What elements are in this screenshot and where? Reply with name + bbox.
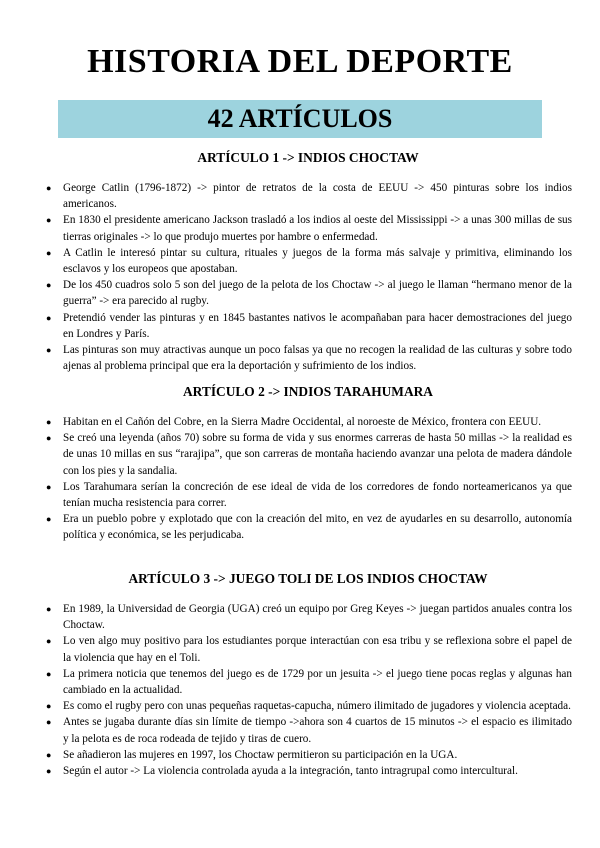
- bullet-icon: ●: [46, 481, 52, 492]
- list-item: ● Según el autor -> La violencia controlada ayuda a la integración, tanto intragrupal como intercultural.: [44, 763, 572, 779]
- bullet-icon: ●: [46, 636, 52, 647]
- article-2-list: [44, 414, 572, 544]
- bullet-icon: ●: [46, 717, 52, 728]
- bullet-icon: ●: [46, 604, 52, 614]
- list-item: ● La primera noticia que tenemos del juego es de 1729 por un jesuita -> el juego tiene pocas reglas y algunas han cambiado en la actualidad.: [46, 667, 572, 697]
- bullet-icon: ●: [46, 312, 52, 323]
- list-item: ● A Catlin le interesó pintar su cultura, rituales y juegos de la forma más salvaje y primitiva, eliminando los esclavos y los europeos que apostaban.: [46, 246, 572, 276]
- page-title: HISTORIA DEL DEPORTE: [87, 43, 513, 80]
- article-3-heading: ARTÍCULO 3 -> JUEGO TOLI DE LOS INDIOS CHOCTAW: [128, 571, 488, 586]
- list-item: ● Era un pueblo pobre y explotado que con la creación del mito, en vez de ayudarles en su desarrollo, autonomía política y económica, se les perjudicaba.: [46, 513, 572, 542]
- article-2-section: [44, 384, 572, 544]
- bullet-icon: ●: [46, 514, 52, 525]
- bullet-icon: ●: [46, 668, 52, 679]
- article-3-section: [44, 571, 572, 779]
- article-3-list: [44, 601, 572, 779]
- bullet-icon: ●: [46, 701, 52, 712]
- list-item: ● Se creó una leyenda (años 70) sobre su forma de vida y sus enormes carreras de hasta 50 millas -> la realidad es de unas 10 millas en sus “rarajipa”, que son carreras de montaña haciendo avanzar una pelota de madera dándole con los pies y la sandalia.: [46, 432, 572, 477]
- list-item: ● De los 450 cuadros solo 5 son del juego de la pelota de los Choctaw -> al juego le llaman “hermano menor de la guerra” -> era parecido al rugby.: [46, 279, 572, 308]
- article-1-section: [44, 150, 572, 374]
- bullet-icon: ●: [46, 345, 52, 356]
- bullet-icon: ●: [46, 766, 52, 777]
- article-1-list: [44, 180, 572, 374]
- bullet-icon: ●: [46, 433, 52, 444]
- bullet-icon: ●: [46, 247, 52, 258]
- bullet-icon: ●: [46, 280, 52, 291]
- bullet-icon: ●: [46, 183, 52, 193]
- list-item: ● Los Tarahumara serían la concreción de ese ideal de vida de los corredores de fondo norteamericanos ya que tenían mucha resistencia para correr.: [46, 480, 572, 510]
- article-1-heading: ARTÍCULO 1 -> INDIOS CHOCTAW: [197, 150, 419, 165]
- bullet-icon: ●: [46, 417, 52, 427]
- list-item: ● Pretendió vender las pinturas y en 1845 bastantes nativos le acompañaban para hacer demostraciones del juego en Londres y París.: [46, 311, 572, 340]
- article-2-heading: ARTÍCULO 2 -> INDIOS TARAHUMARA: [183, 384, 433, 399]
- list-item: ● Habitan en el Cañón del Cobre, en la Sierra Madre Occidental, al noroeste de México, frontera con EEUU.: [44, 414, 572, 430]
- list-item: ● Las pinturas son muy atractivas aunque un poco falsas ya que no recogen la realidad de las culturas y sobre todo ajenas al problema principal que era la deportación y sufrimiento de los indios.: [46, 344, 572, 373]
- list-item: ● En 1830 el presidente americano Jackson trasladó a los indios al oeste del Mississippi -> a unas 300 millas de sus tierras originales -> lo que produjo muertes por hambre o enfermedad.: [46, 214, 572, 243]
- list-item: ● George Catlin (1796-1872) -> pintor de retratos de la costa de EEUU -> 450 pinturas sobre los indios americanos.: [46, 182, 572, 211]
- bullet-icon: ●: [46, 749, 52, 760]
- bullet-icon: ●: [46, 215, 52, 226]
- list-item: ● Lo ven algo muy positivo para los estudiantes porque interactúan con esa tribu y se reflexiona sobre el papel de la violencia que hay en el Toli.: [46, 635, 572, 664]
- list-item: ● Se añadieron las mujeres en 1997, los Choctaw permitieron su participación en la UGA.: [44, 747, 572, 763]
- list-item: ● En 1989, la Universidad de Georgia (UGA) creó un equipo por Greg Keyes -> juegan partidos anuales contra los Choctaw.: [46, 603, 572, 632]
- list-item: ● Antes se jugaba durante días sin límite de tiempo ->ahora son 4 cuartos de 15 minutos -> el espacio es ilimitado y la pelota es de roca rodeada de tejido y tiras de cuero.: [46, 716, 572, 745]
- articles-count-banner: 42 ARTÍCULOS: [58, 100, 542, 138]
- list-item: ● Es como el rugby pero con unas pequeñas raquetas-capucha, número ilimitado de jugadores y violencia aceptada.: [44, 698, 572, 714]
